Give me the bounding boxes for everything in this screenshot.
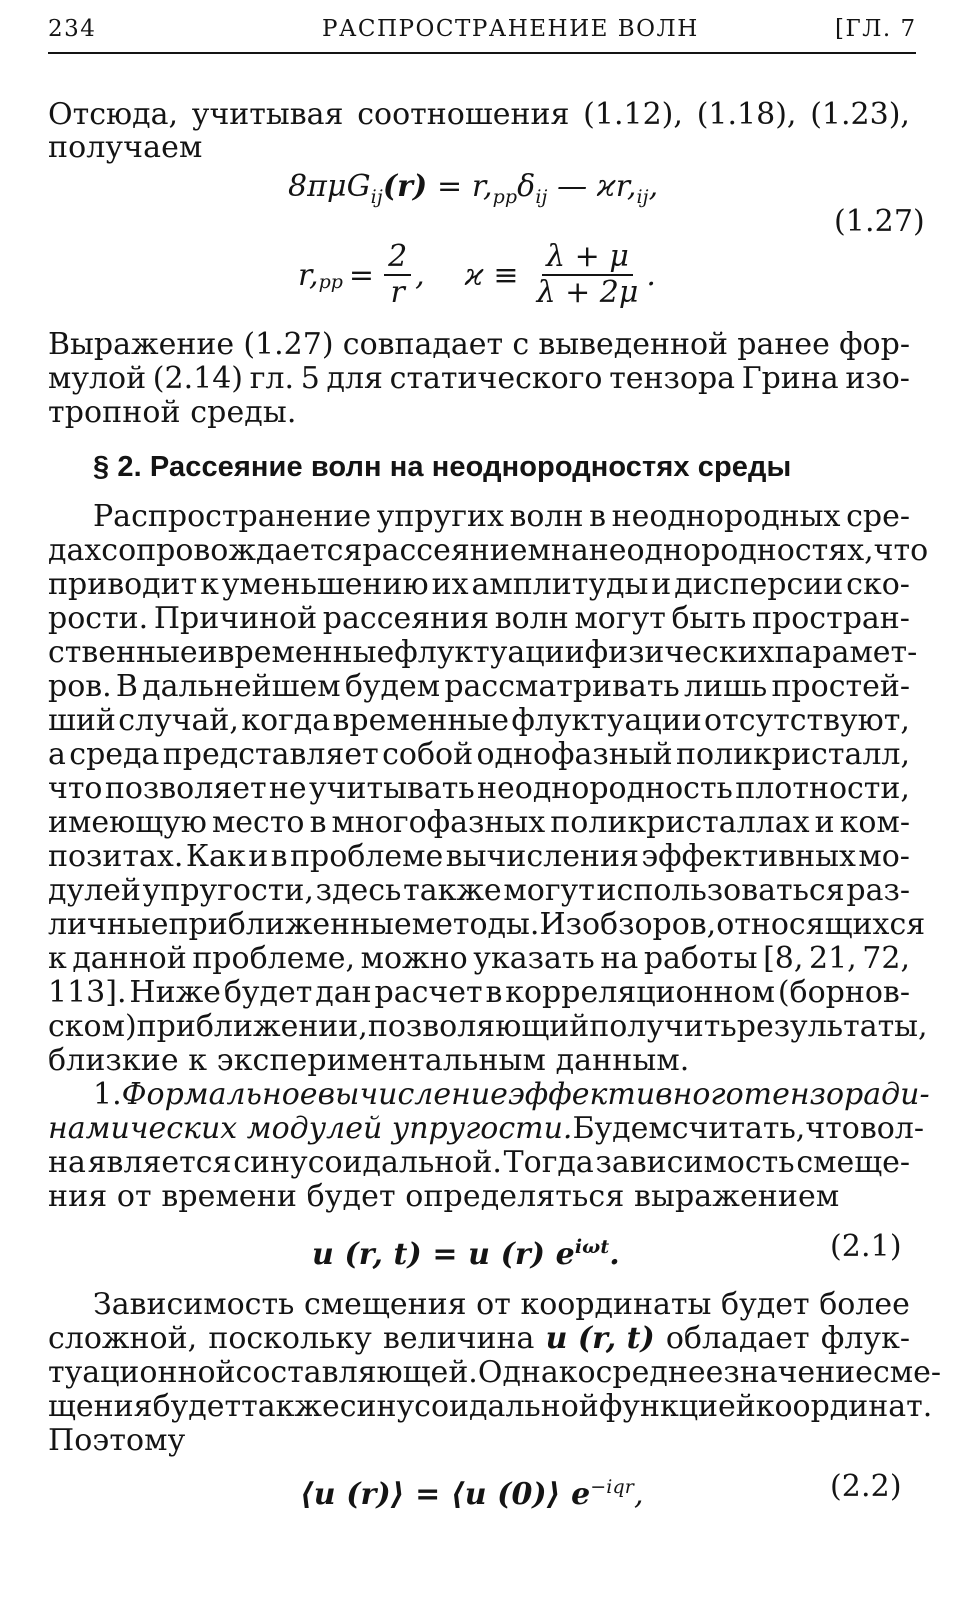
- para4-line-4: ния от времени будет определяться выражением: [48, 1179, 840, 1214]
- header-rule: [48, 52, 916, 54]
- para5-line-4: щения будет также синусоидальной функцией координат.: [48, 1389, 933, 1424]
- equation-1-27-number: (1.27): [834, 204, 925, 239]
- para3-line: ший случай, когда временные флуктуации отсутствуют,: [48, 703, 910, 738]
- para2-line-3: тропной среды.: [48, 395, 297, 430]
- para1-line-1: Отсюда, учитывая соотношения (1.12), (1.18), (1.23),: [48, 97, 910, 132]
- para1-line-2: получаем: [48, 130, 203, 165]
- para3-first-line: Распространение упругих волн в неоднородных сре-: [93, 499, 910, 534]
- para3-line: личные приближенные методы. Из обзоров, относящихся: [48, 907, 926, 942]
- para3-line: что позволяет не учитывать неоднородность плотности,: [48, 771, 910, 806]
- para3-line: дах сопровождается рассеянием на неоднородностях, что: [48, 533, 929, 568]
- para5-line-2: сложной, поскольку величина u (r, t) обладает флук-: [48, 1321, 910, 1356]
- para4-line-3: на является синусоидальной. Тогда зависимость смеще-: [48, 1145, 910, 1180]
- equation-2-1: u (r, t) = u (r) $e^{i\omega t}$.: [312, 1236, 620, 1272]
- para3-line: ственные и временные флуктуации физических парамет-: [48, 635, 918, 670]
- equation-1-27-line-1: $8\pi\mu G_{ij}(r) = r,_{pp}\delta_{ij}$ — $ϰr,_{ij}$,: [288, 169, 659, 208]
- section-title: § 2. Рассеяние волн на неоднородностях среды: [93, 451, 792, 483]
- page-number: 234: [48, 16, 97, 42]
- para3-line: а среда представляет собой однофазный поликристалл,: [48, 737, 910, 772]
- para3-line: позитах. Как и в проблеме вычисления эффективных мо-: [48, 839, 910, 874]
- equation-1-27-line-2: r, $_{pp}$ = $\frac{2}{r}$ , ϰ ≡ $\frac{\lambda + \mu}{\lambda + 2\mu}$ .: [298, 239, 656, 310]
- para3-line: приводит к уменьшению их амплитуды и дисперсии ско-: [48, 567, 910, 602]
- equation-2-2: ⟨u (r)⟩ = ⟨u (0)⟩ $e^{-iqr}$,: [300, 1476, 644, 1512]
- running-title: РАСПРОСТРАНЕНИЕ ВОЛН: [322, 16, 699, 42]
- para3-last-line: близкие к экспериментальным данным.: [48, 1043, 690, 1078]
- para4-line-2: намических модулей упругости. Будем считать, что вол-: [48, 1111, 924, 1146]
- equation-2-2-number: (2.2): [830, 1469, 902, 1504]
- para2-line-2: мулой (2.14) гл. 5 для статического тензора Грина изо-: [48, 361, 910, 396]
- para3-line: к данной проблеме, можно указать на работы [8, 21, 72,: [48, 941, 910, 976]
- equation-2-1-number: (2.1): [830, 1229, 902, 1264]
- para5-line-3: туационной составляющей. Однако среднее значение сме-: [48, 1355, 941, 1390]
- para5-line-1: Зависимость смещения от координаты будет более: [93, 1287, 910, 1322]
- para2-line-1: Выражение (1.27) совпадает с выведенной ранее фор-: [48, 327, 910, 362]
- para3-line: 113]. Ниже будет дан расчет в корреляционном (борнов-: [48, 975, 910, 1010]
- para3-line: дулей упругости, здесь также могут использоваться раз-: [48, 873, 910, 908]
- para3-line: ров. В дальнейшем будем рассматривать лишь простей-: [48, 669, 910, 704]
- para4-line-1: 1. Формальное вычисление эффективного тензора ди-: [93, 1077, 930, 1112]
- para3-line: рости. Причиной рассеяния волн могут быть простран-: [48, 601, 910, 636]
- chapter-ref: [ГЛ. 7: [835, 16, 917, 42]
- para5-line-5: Поэтому: [48, 1423, 186, 1458]
- para3-line: имеющую место в многофазных поликристаллах и ком-: [48, 805, 910, 840]
- para3-line: ском) приближении, позволяющий получить результаты,: [48, 1009, 928, 1044]
